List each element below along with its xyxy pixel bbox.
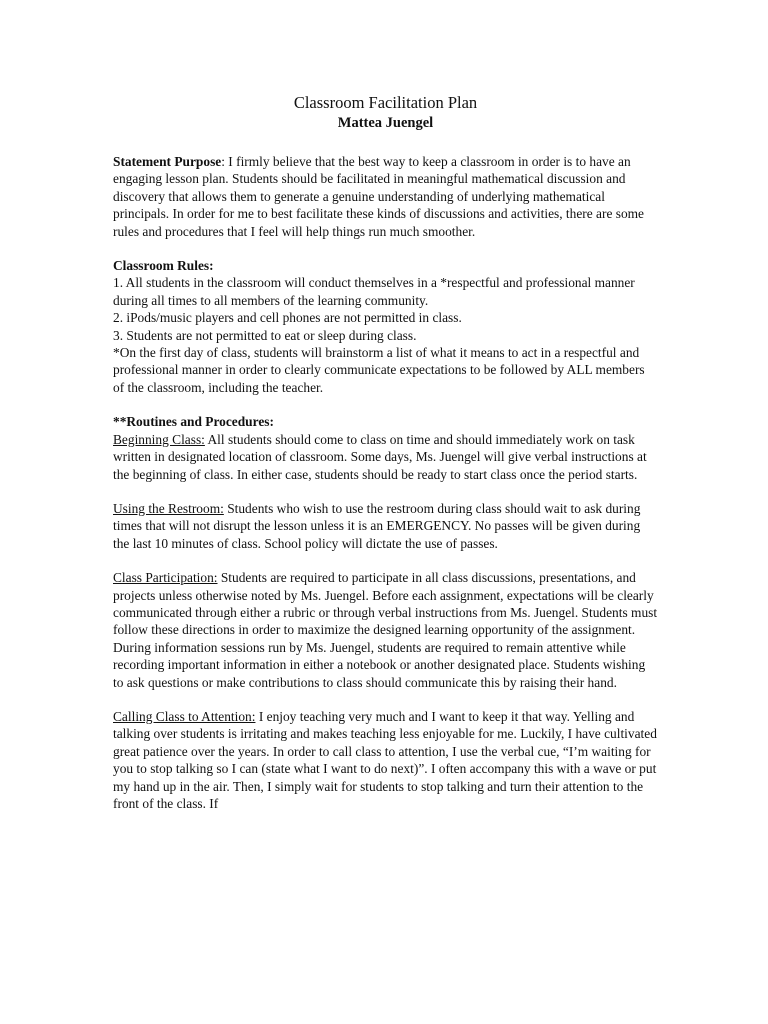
routine-text: Students who wish to use the restroom during class should wait to ask during times that will not disrupt the lesson unless it is an EMERGENCY. No passes will be given during the last 10 minutes of class. School policy will dictate the use of passes.	[113, 500, 641, 551]
routine-label: Calling Class to Attention:	[113, 708, 256, 724]
statement-paragraph	[113, 153, 658, 240]
routine-section-restroom	[113, 500, 658, 552]
routine-label: Beginning Class:	[113, 431, 205, 447]
rule-item: 2. iPods/music players and cell phones are not permitted in class.	[113, 310, 462, 326]
routine-section-participation	[113, 569, 658, 691]
document-body	[113, 92, 658, 812]
routines-heading: **Routines and Procedures:	[113, 414, 274, 430]
statement-text: : I firmly believe that the best way to keep a classroom in order is to have an engaging lesson plan. Students should be facilitated in meaningful mathematical discussion and discovery that allows them to generate a genuine understanding of underlying mathematical principals. In order for me to best facilitate these kinds of discussions and activities, there are some rules and procedures that I feel will help things run much smoother.	[113, 154, 645, 239]
rules-heading: Classroom Rules:	[113, 258, 214, 274]
rules-note: *On the first day of class, students will brainstorm a list of what it means to act in a respectful and professional manner in order to clearly communicate expectations to be followed by ALL members of the classroom, including the teacher.	[113, 345, 645, 395]
rule-item: 1. All students in the classroom will conduct themselves in a *respectful and professional manner during all times to all members of the learning community.	[113, 275, 635, 308]
routine-text: Students are required to participate in all class discussions, presentations, and projects unless otherwise noted by Ms. Juengel. Before each assignment, expectations will be clearly communicated through either a rubric or through verbal instructions from Ms. Juengel. Students must follow these directions in order to maximize the designed learning opportunity of the assignment. During information sessions run by Ms. Juengel, students are required to remain attentive while recording important information in either a notebook or another designated place. Students wishing to ask questions or make contributions to class should communicate this by raising their hand.	[113, 570, 658, 690]
routine-text: All students should come to class on time and should immediately work on task written in designated location of classroom. Some days, Ms. Juengel will give verbal instructions at the beginning of class. In either case, students should be ready to start class once the period starts.	[113, 431, 647, 482]
statement-heading: Statement Purpose	[113, 154, 222, 169]
document-title: Classroom Facilitation Plan	[293, 93, 478, 112]
document-author: Mattea Juengel	[337, 115, 434, 131]
routine-text: I enjoy teaching very much and I want to keep it that way. Yelling and talking over students is irritating and makes teaching less enjoyable for me. Luckily, I have cultivated great patience over the years. In order to call class to attention, I use the verbal cue, “I’m waiting for you to stop talking so I can (state what I want to do next)”. I often accompany this with a wave or put my hand up in the air. Then, I simply wait for students to stop talking and turn their attention to the front of the class. If	[113, 708, 657, 811]
routine-section-attention	[113, 708, 658, 812]
routine-label: Using the Restroom:	[113, 500, 224, 516]
routine-section-beginning-class	[113, 431, 658, 483]
rule-item: 3. Students are not permitted to eat or sleep during class.	[113, 327, 417, 343]
routine-label: Class Participation:	[113, 570, 218, 586]
